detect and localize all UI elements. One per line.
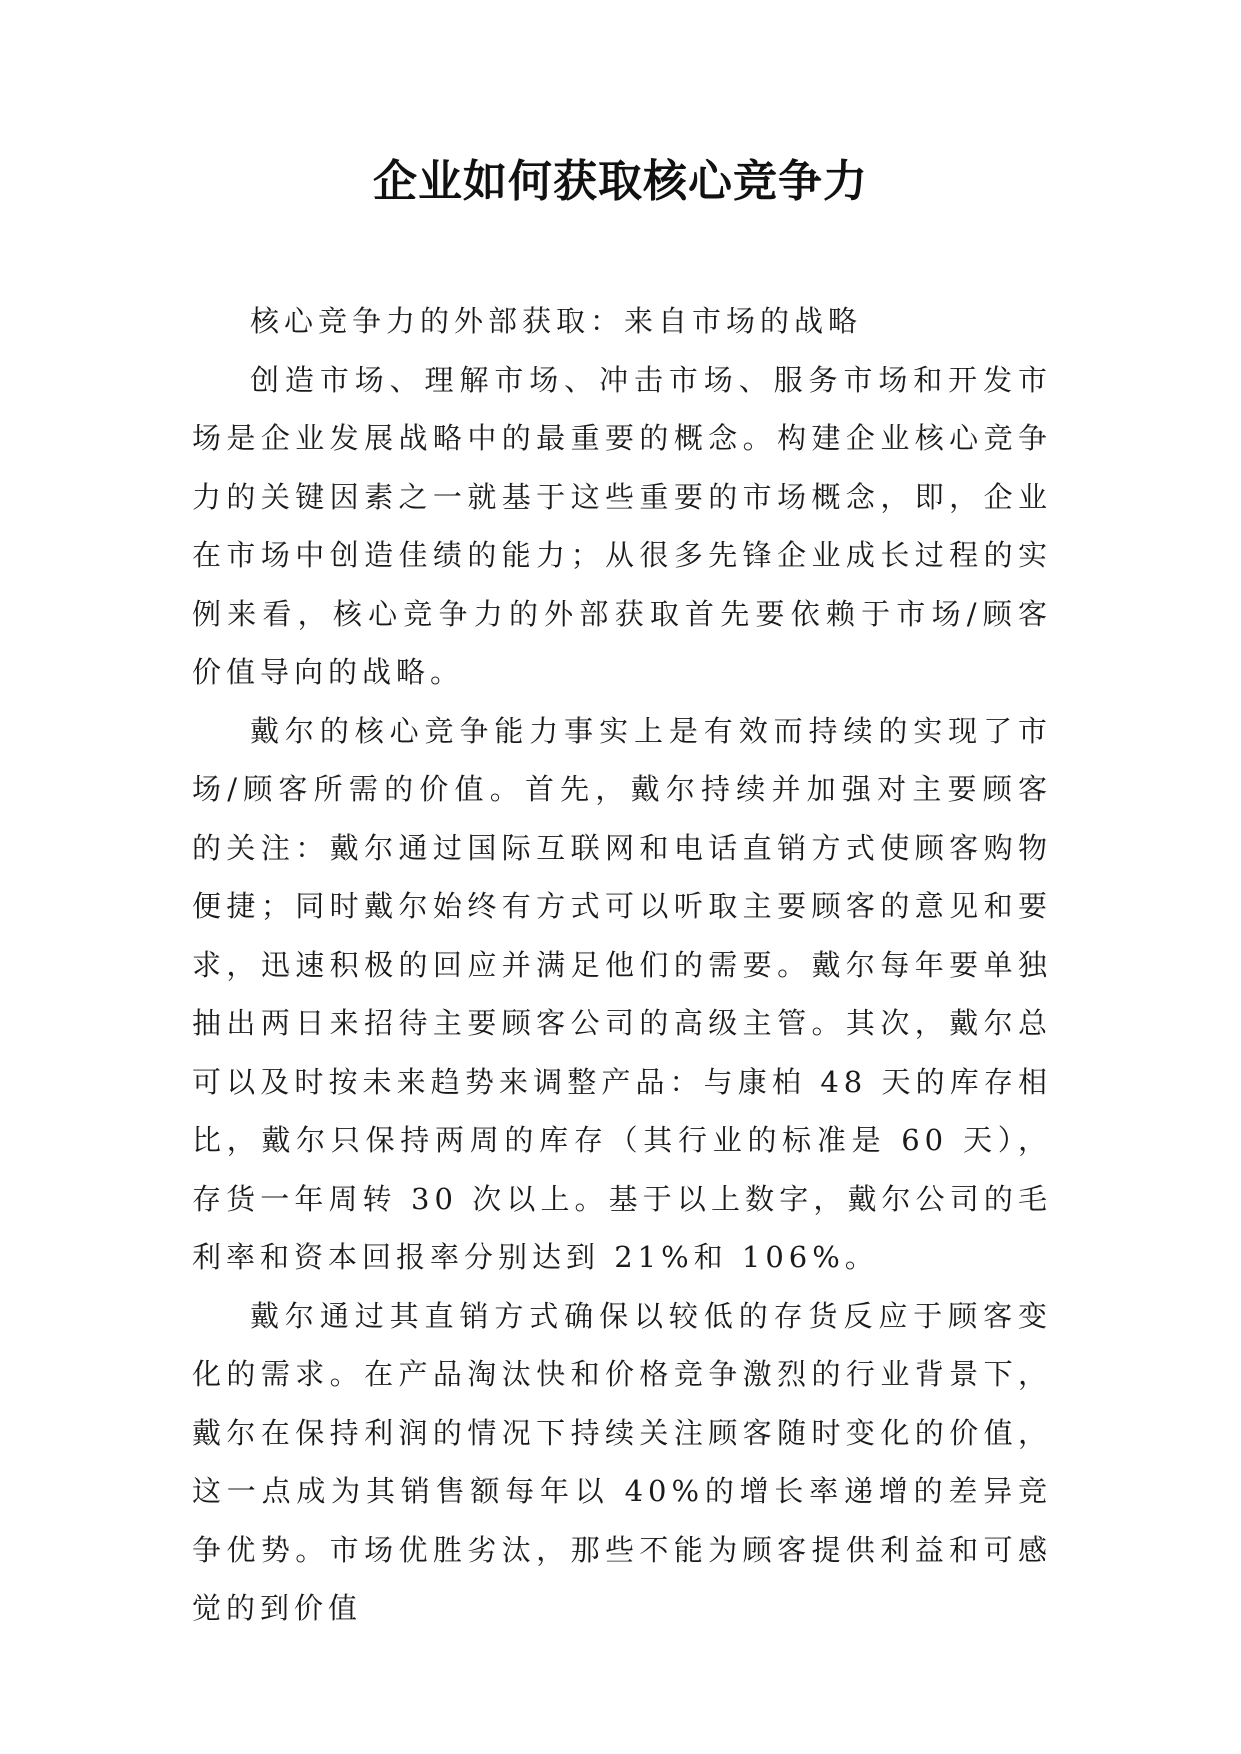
section-heading-paragraph: 核心竞争力的外部获取：来自市场的战略 [250, 304, 863, 338]
body-paragraph: 戴尔通过其直销方式确保以较低的存货反应于顾客变化的需求。在产品淘汰快和价格竞争激烈的行业背景下，戴尔在保持利润的情况下持续关注顾客随时变化的价值，这一点成为其销售额每年以 40%的增长率递增的差异竞争优势。市场优胜劣汰，那些不能为顾客提供利益和可感觉的到价值 [192, 1298, 1052, 1625]
document-body [192, 292, 1052, 1638]
body-paragraph: 戴尔的核心竞争能力事实上是有效而持续的实现了市场/顾客所需的价值。首先，戴尔持续并加强对主要顾客的关注：戴尔通过国际互联网和电话直销方式使顾客购物便捷；同时戴尔始终有方式可以听取主要顾客的意见和要求，迅速积极的回应并满足他们的需要。戴尔每年要单独抽出两日来招待主要顾客公司的高级主管。其次，戴尔总可以及时按未来趋势来调整产品：与康柏 48 天的库存相比，戴尔只保持两周的库存（其行业的标准是 60 天），存货一年周转 30 次以上。基于以上数字，戴尔公司的毛利率和资本回报率分别达到 21%和 106%。 [192, 713, 1052, 1274]
body-paragraph: 创造市场、理解市场、冲击市场、服务市场和开发市场是企业发展战略中的最重要的概念。构建企业核心竞争力的关键因素之一就基于这些重要的市场概念，即，企业在市场中创造佳绩的能力；从很多先锋企业成长过程的实例来看，核心竞争力的外部获取首先要依赖于市场/顾客价值导向的战略。 [192, 362, 1052, 689]
document-title: 企业如何获取核心竞争力 [373, 156, 868, 207]
